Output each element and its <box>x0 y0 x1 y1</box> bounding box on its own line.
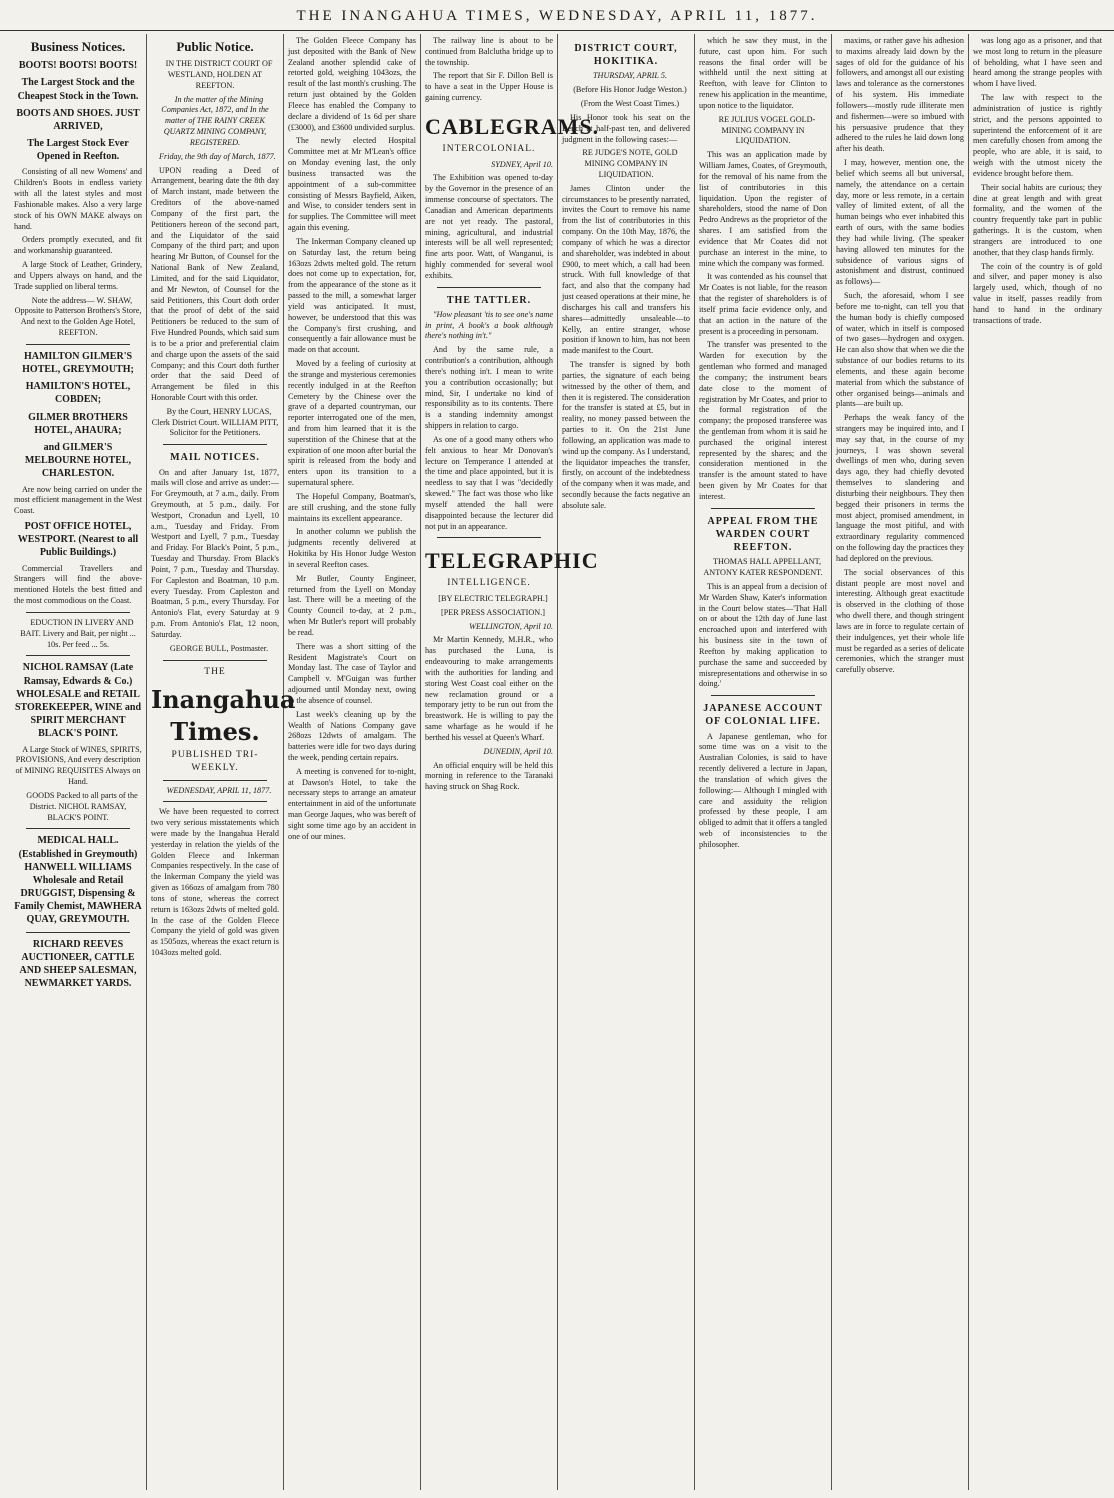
court-order-text: UPON reading a Deed of Arrangement, bearing date the 8th day of March instant, made between the Creditors of the above-named Company of the first part, the Petitioners hereon of the second part, and the Liquidator of the said Company of the third part; and upon hearing Mr Button, of Counsel for the National Bank of New Zealand, Limited, and for the said Liquidator, and Mr Newton, of Counsel for the said Petitioners, this Court doth order that the proof of debt of the said Petitioners be reduced to the sum of Five Hundred Pounds, which said sum is to be a prior and preferential claim and charge upon the assets of the said Company; and this Court doth further order that the said Deed of Arrangement be filed in this Honorable Court with this order. <box>151 165 279 402</box>
news-paragraph: The Golden Fleece Company has just deposited with the Bank of New Zealand another splendid cake of retorted gold, weighing 1043ozs, the result of the last month's crushing. The return just obtained by the Golden Fleece has enabled the Company to declare a dividend of 1s 6d per share (£3000), and £3600 undivided surplus. <box>288 36 416 132</box>
tattler-quote: "How pleasant 'tis to see one's name in print, A book's a book although there's nothing in't." <box>425 309 553 341</box>
article-text: maxims, or rather gave his adhesion to maxims already laid down by the sages of old for the guidance of his followers, and amongst all our existing laws and tolerance as the cornerstones of his system. His immediate followers—mostly rude illiterate men and fishermen—were so imbued with his persuasive prudence that they adhered to the rules he laid down long after his death. <box>836 36 964 154</box>
public-notice-heading: Public Notice. <box>176 39 254 54</box>
tattler-text: As one of a good many others who felt anxious to hear Mr Donovan's lecture on Temperance I attended at the time and place appointed, but it is needless to say that I was "decidedly skewed." The fact was those who like myself attended the hall were disappointed because the lecturer did not put in an appearance. <box>425 434 553 531</box>
mail-notices-heading: MAIL NOTICES. <box>170 452 260 464</box>
ad-richard-reeves: RICHARD REEVES AUCTIONEER, CATTLE AND SHEEP SALESMAN, NEWMARKET YARDS. <box>19 938 137 990</box>
ad-largest-stock: The Largest Stock and the Cheapest Stock in the Town. <box>17 77 139 102</box>
article-text: was long ago as a prisoner, and that we most long to return in the pleasure of beholding, what I have seen and heard among the strange peoples with whom I have lived. <box>973 36 1102 89</box>
news-paragraph: Mr Butler, County Engineer, returned from the Lyell on Monday last. There will be a meeting of the County Council to-day, at 2 p.m., when Mr Butler's report will probably be read. <box>288 573 416 637</box>
article-text: Such, the aforesaid, whom I see before me to-night, can tell you that the human body is chiefly composed of water, which in itself is composed of two gases—hydrogen and oxygen. He can also show that when we die the substance of our bodies returns to its elements, and these again become material from which the substance of other organised beings—animals and plants—are built up. <box>836 291 964 409</box>
ad-text: Orders promptly executed, and fit and workmanship guaranteed. <box>14 235 142 256</box>
court-matter: In the matter of the Mining Companies Act, 1872, and In the matter of THE RAINY CREEK QUARTZ MINING COMPANY, REGISTERED. <box>161 94 269 147</box>
article-text: A Japanese gentleman, who for some time was on a visit to the Australian Colonies, is said to have recently delivered a lecture in Japan, the translation of which gives the following:— Although I mingled with care and assiduity the religion professed by these people, I am obliged to admit that it offers a tangled web of inconsistencies to the philosopher. <box>699 731 827 849</box>
column-court-continued <box>695 34 832 1490</box>
column-cablegrams <box>421 34 600 1490</box>
business-notices-heading: Business Notices. <box>30 39 126 54</box>
tattler-text: And by the same rule, a contribution's a contribution, although there's nothing in't. I mean to write you a contribution occasionally; but mind, Sir, I undertake no kind of responsibility as to its contents. There is a standing indemnity amongst shippers in relation to cargo. <box>425 345 553 431</box>
divider <box>437 537 541 538</box>
editorial-date: WEDNESDAY, APRIL 11, 1877. <box>166 785 272 795</box>
news-paragraph: The report that Sir F. Dillon Bell is to have a seat in the Upper House is gaining currency. <box>425 71 553 103</box>
newspaper-title: Inangahua Times. <box>151 685 296 746</box>
district-court-heading: DISTRICT COURT, HOKITIKA. <box>574 43 678 68</box>
article-text: The law with respect to the administration of justice is rightly strict, and the persons appointed to superintend the enforcement of it are men carefully chosen from among the people, who are able, it is said, to weigh with the utmost nicety the evidence brought before them. <box>973 93 1102 178</box>
divider <box>26 344 130 345</box>
article-text: The social observances of this distant people are most novel and interesting. Although great exactitude is observed in the clothing of those who dwell there, and though stringent laws are in force to regulate certain of their indulgences, yet their whole life must be regarded as a series of delicate ceremonies, which the stranger must carefully observe. <box>836 567 964 675</box>
news-paragraph: The newly elected Hospital Committee met at Mr M'Lean's office on Monday evening last, the only business transacted was the appointment of a sub-committee consisting of Messrs Bayfield, Aiken, and Wise, to consider tenders sent in for supplies. The Committee will meet again this evening. <box>288 136 416 233</box>
divider <box>711 695 815 696</box>
news-paragraph: The railway line is about to be continued from Balclutha bridge up to the township. <box>425 36 553 67</box>
court-signatures: By the Court, HENRY LUCAS, Clerk District Court. WILLIAM PITT, Solicitor for the Petitioners. <box>151 406 279 438</box>
court-heading: IN THE DISTRICT COURT OF WESTLAND, HOLDEN AT REEFTON. <box>165 59 273 90</box>
telegraph-byline: [BY ELECTRIC TELEGRAPH.] <box>438 593 548 603</box>
ad-hotel: HAMILTON GILMER'S HOTEL, GREYMOUTH; <box>22 350 134 376</box>
ad-hotel: HAMILTON'S HOTEL, COBDEN; <box>25 381 131 406</box>
telegraph-dateline: WELLINGTON, April 10. <box>469 621 553 631</box>
ad-boots: BOOTS! BOOTS! BOOTS! <box>18 60 138 72</box>
divider <box>437 287 541 288</box>
column-japanese-continued <box>969 34 1106 1490</box>
ad-post-office-hotel: POST OFFICE HOTEL, WESTPORT. (Nearest to all Public Buildings.) <box>17 521 139 559</box>
appeal-heading: APPEAL FROM THE WARDEN COURT REEFTON. <box>707 515 819 554</box>
ad-text: Commercial Travellers and Strangers will find the above-mentioned Hotels the best fitted and the most commodious on the Coast. <box>14 563 142 606</box>
article-text: The coin of the country is of gold and silver, and paper money is also largely used, which, though of no value in itself, passes readily from hand to hand in the ordinary transactions of trade. <box>973 261 1102 325</box>
divider <box>26 828 130 829</box>
the-label: THE <box>204 666 226 677</box>
cablegrams-subheading: INTERCOLONIAL. <box>442 144 536 154</box>
newspaper-columns <box>10 34 1106 1490</box>
divider <box>711 508 815 509</box>
article-text: I may, however, mention one, the belief which seems all but universal, namely, the attendance on a certain day, more or less remote, in a certain valley of limited extent, of all the human beings who ever inhabited this earth of ours, with the same bodies they had while living. (The speaker having allowed ten minutes for the subsidence of various signs of astonishment and distrust, continued as follows)— <box>836 158 964 287</box>
masthead: THE INANGAHUA TIMES, WEDNESDAY, APRIL 11, 1877. <box>0 8 1114 31</box>
court-source: (From the West Coast Times.) <box>580 99 680 109</box>
appeal-parties: THOMAS HALL APPELLANT, ANTONY KATER RESPONDENT. <box>703 557 823 578</box>
postmaster-signature: GEORGE BULL, Postmaster. <box>169 643 269 653</box>
column-local-news <box>284 34 421 1490</box>
telegraphic-heading: TELEGRAPHIC <box>425 548 599 574</box>
court-text: which he saw they must, in the future, cast upon him. For such reasons the final order will be withheld until the next sitting at Reefton, with leave for Clinton to renew his application in the meantime, upon notice to the liquidator. <box>699 36 827 110</box>
court-text: The transfer is signed by both parties, the signature of each being witnessed by the other of them, and then it is registered. The consideration for the transfer is stated at £5, but in reality, no money passed between the parties to it. On the 21st June following, an application was made to wind up the company. As I understand, the liquidator impeaches the transfer, firstly, on account of the indebtedness of the company when it was made, and secondly because the facts negative an absolute sale. <box>562 360 690 510</box>
telegraph-association: [PER PRESS ASSOCIATION.] <box>441 607 545 617</box>
mail-notices-text: On and after January 1st, 1877, mails will close and arrive as under:— For Greymouth, at 7 a.m., daily. From Greymouth, at 5 p.m., daily. For Westport, Cronadun and Lyell, 10 a.m., Tuesday and Friday. From Westport and Lyell, 7 p.m., Tuesday and Friday. For Black's Point, 5 p.m., Tuesday and Thursday. From Black's Point, 7 p.m., Tuesday and Thursday. For Capleston and Boatman, 10 p.m. every Tuesday. From Capleston and Boatman, 5 p.m., every Thursday. For Antonio's Flat, every Saturday at 9 p.m. From Antonio's Flat, 12 noon, Saturday. <box>151 467 279 639</box>
ad-livery: EDUCTION IN LIVERY AND BAIT. Livery and Bait, per night ... 10s. Per feed ... 5s. <box>20 617 136 649</box>
divider <box>26 655 130 656</box>
court-text: James Clinton under the circumstances to be presently narrated, invites the Court to remove his name from the list of contributories in this company. On the 10th May, 1876, the company of which he was a director and shareholder, was indebted in about £900, to meet which, a call had been struck. With full knowledge of that fact, and also that the company had just ceased operations at their mine, he discharges his call and transfers his shares—admittedly unsaleable—to Kelly, an entire stranger, whose position if known to him, has not been made manifest to the Court. <box>562 183 690 356</box>
japanese-account-heading: JAPANESE ACCOUNT OF COLONIAL LIFE. <box>703 703 823 728</box>
news-paragraph: There was a short sitting of the Resident Magistrate's Court on Monday last. The case of Taylor and Campbell v. M'Guigan was further adjourned until Monday next, owing to the absence of counsel. <box>288 641 416 705</box>
cable-dateline: SYDNEY, April 10. <box>491 159 553 169</box>
ad-hotel: and GILMER'S MELBOURNE HOTEL, CHARLESTON. <box>24 442 132 480</box>
cable-text: The Exhibition was opened to-day by the Governor in the presence of an immense concourse of spectators. The Canadian and American departments are not yet ready. The pastoral, mining, agricultural, and industrial interests will be all well represented; fine arts poor. Watt, of Wanganui, is highly commended for several wool exhibits. <box>425 173 553 280</box>
ad-opened-reefton: The Largest Stock Ever Opened in Reefton. <box>27 138 129 163</box>
news-paragraph: Last week's cleaning up by the Wealth of Nations Company gave 268ozs 12dwts of amalgam. The batteries were idle for two days during the week, pending certain repairs. <box>288 709 416 762</box>
telegraph-dateline: DUNEDIN, April 10. <box>483 746 553 756</box>
column-business-notices <box>10 34 147 1490</box>
court-text: It was contended as his counsel that Mr Coates is not liable, for the reason that the register of shareholders is of itself prima facie evidence only, and that an action in the nature of the present is a proceeding in personam. <box>699 272 827 336</box>
case-heading: RE JUDGE'S NOTE, GOLD MINING COMPANY IN LIQUIDATION. <box>582 148 678 179</box>
news-paragraph: A meeting is convened for to-night, at Dawson's Hotel, to take the necessary steps to arrange an amateur entertainment in aid of the unfortunate man George Jaques, who was bereft of sight some time ago by an accident in one of our mines. <box>288 766 416 841</box>
telegraph-text: Mr Martin Kennedy, M.H.R., who has purchased the Luna, is endeavouring to make arrangements with the authorities for landing and storing West Coast coal either on the new reclamation ground or a temporary jetty to be run out from the breastwork. He is willing to pay the same wharfage as he would if he berthed his vessel at Queen's Wharf. <box>425 635 553 742</box>
court-text: The transfer was presented to the Warden for execution by the gentleman who formed and managed the company; the instrument bears date close to the moment of registration by Mr Coates, and prior to the formal registration of the company; the proposed transferee was the gentleman from whom it is said he purchased the original interest represented by the shares; and the consideration mentioned in the transfer is the amount stated to have been given by Mr Coates for that interest. <box>699 340 827 501</box>
divider <box>163 801 267 802</box>
column-japanese-account <box>832 34 969 1490</box>
cablegrams-heading: CABLEGRAMS. <box>425 113 600 139</box>
ad-text: Are now being carried on under the most efficient management in the West Coast. <box>14 484 142 516</box>
ad-boots-shoes: BOOTS AND SHOES. JUST ARRIVED, <box>16 107 140 132</box>
telegraphic-subheading: INTELLIGENCE. <box>447 578 531 589</box>
ad-address: Note the address— W. SHAW, Opposite to Patterson Brothers's Store, And next to the Golden Age Hotel, REEFTON. <box>14 295 142 338</box>
article-text: Their social habits are curious; they dine at great length and with great formality, and the women of the country frequently take part in public gatherings. It is the custom, when strangers are introduced to one another, that they clasp hands firmly. <box>973 182 1102 257</box>
column-district-court <box>558 34 695 1490</box>
divider <box>26 612 130 613</box>
news-paragraph: In another column we publish the judgments recently delivered at Hokitika by His Honor Judge Weston in several Reefton cases. <box>288 527 416 569</box>
article-text: Perhaps the weak fancy of the strangers may be inquired into, and I may say that, in the course of my journeys, I was shown several dwellings of men who, during seven days ago, they had chiefly devoted themselves to slandering and disturbing their neighbours. They then begged their prisoners in terms the most abject, promised amendment, in language the most pitiful, and with extraordinary regularity commenced on the following day the practices they had deplored on the previous. <box>836 413 964 563</box>
column-public-notice <box>147 34 296 1490</box>
ad-text: A Large Stock of WINES, SPIRITS, PROVISIONS, And every description of MINING REQUISITES Always on Hand. <box>15 744 142 787</box>
divider <box>163 660 267 661</box>
divider <box>163 444 267 445</box>
ad-hotel: GILMER BROTHERS HOTEL, AHAURA; <box>28 411 128 436</box>
news-paragraph: The Inkerman Company cleaned up on Saturday last, the return being 163ozs 2dwts melted gold. The return does not come up to expectation, for, from the appearance of the stone as it passed to the mill, a somewhat larger yield was anticipated. It must, however, be understood that this was the Company's first crushing, and consequently a fair allowance must be made on that account. <box>288 236 416 355</box>
newspaper-subtitle: PUBLISHED TRI-WEEKLY. <box>171 750 259 773</box>
divider <box>26 932 130 933</box>
editorial-text: We have been requested to correct two very serious misstatements which were made by the Inangahua Herald yesterday in relation the yields of the Golden Fleece and Inkerman Companies respectively. In the case of the Inkerman Company the yield was given as 166ozs of amalgam from 780 tons of stone, whereas the correct return is 163ozs 2dwts of melted gold. In the case of the Golden Fleece Company the yield of gold was given as 1505ozs, whereas the exact return is 1043ozs melted gold. <box>151 807 279 958</box>
court-text: His Honor took his seat on the Bench at half-past ten, and delivered judgment in the following cases:— <box>562 112 690 144</box>
telegraph-text: An official enquiry will be held this morning in reference to the Taranaki having struck on Shag Rock. <box>425 760 553 792</box>
court-before: (Before His Honor Judge Weston.) <box>573 85 687 95</box>
court-date: THURSDAY, APRIL 5. <box>592 71 667 81</box>
ad-text: Consisting of all new Womens' and Children's Boots in endless variety with all the latest styles and most Fashionable makes. Also a very large stock of his OWN MAKE always on hand. <box>14 167 142 231</box>
case-heading: RE JULIUS VOGEL GOLD-MINING COMPANY IN LIQUIDATION. <box>718 114 816 146</box>
news-paragraph: The Hopeful Company, Boatman's, are still crushing, and the stone fully maintains its excellent appearance. <box>288 491 416 523</box>
news-paragraph: Moved by a feeling of curiosity at the strange and mysterious ceremonies recently indulged in at the Reefton Cemetery by the Chinese over the grave of a departed countryman, our reporter interrogated one of the men, and from him learned that it is the superstition of the Chinese that at the expiration of one moon after burial the spirit is released from the body and enters upon its transition to a supernatural sphere. <box>288 359 416 488</box>
ad-medical-hall: MEDICAL HALL. (Established in Greymouth) HANWELL WILLIAMS Wholesale and Retail DRUGGIST, Dispensing & Family Chemist, MAWHERA QUAY, GREYMOUTH. <box>14 835 142 926</box>
ad-text: A large Stock of Leather, Grindery, and Uppers always on hand, and the Trade supplied on liberal terms. <box>14 260 142 291</box>
ad-text: GOODS Packed to all parts of the District. NICHOL RAMSAY, BLACK'S POINT. <box>26 790 138 822</box>
court-text: This is an appeal from a decision of Mr Warden Shaw, Kater's information in the Court below states—'That Hall on or about the 12th day of June last encroached upon and interfered with his business site in the town of Reefton by making application to purchase the same and succeeded by misrepresentations and otherwise in so doing.' <box>699 582 827 689</box>
court-date: Friday, the 9th day of March, 1877. <box>159 151 276 161</box>
ad-nichol-ramsay: NICHOL RAMSAY (Late Ramsay, Edwards & Co.) WHOLESALE and RETAIL STOREKEEPER, WINE and SPIRIT MERCHANT BLACK'S POINT. <box>14 662 142 740</box>
court-text: This was an application made by William James, Coates, of Greymouth, for the removal of his name from the list of contributories in this liquidation. Upon the register of shareholders, stood the name of Don Pedro Andrews as the proprietor of the shares. I am satisfied from the evidence that Mr Coates did not purchase an interest in the mine, to mine which the company was formed. <box>699 150 827 268</box>
divider <box>163 780 267 781</box>
tattler-heading: THE TATTLER. <box>446 294 532 306</box>
